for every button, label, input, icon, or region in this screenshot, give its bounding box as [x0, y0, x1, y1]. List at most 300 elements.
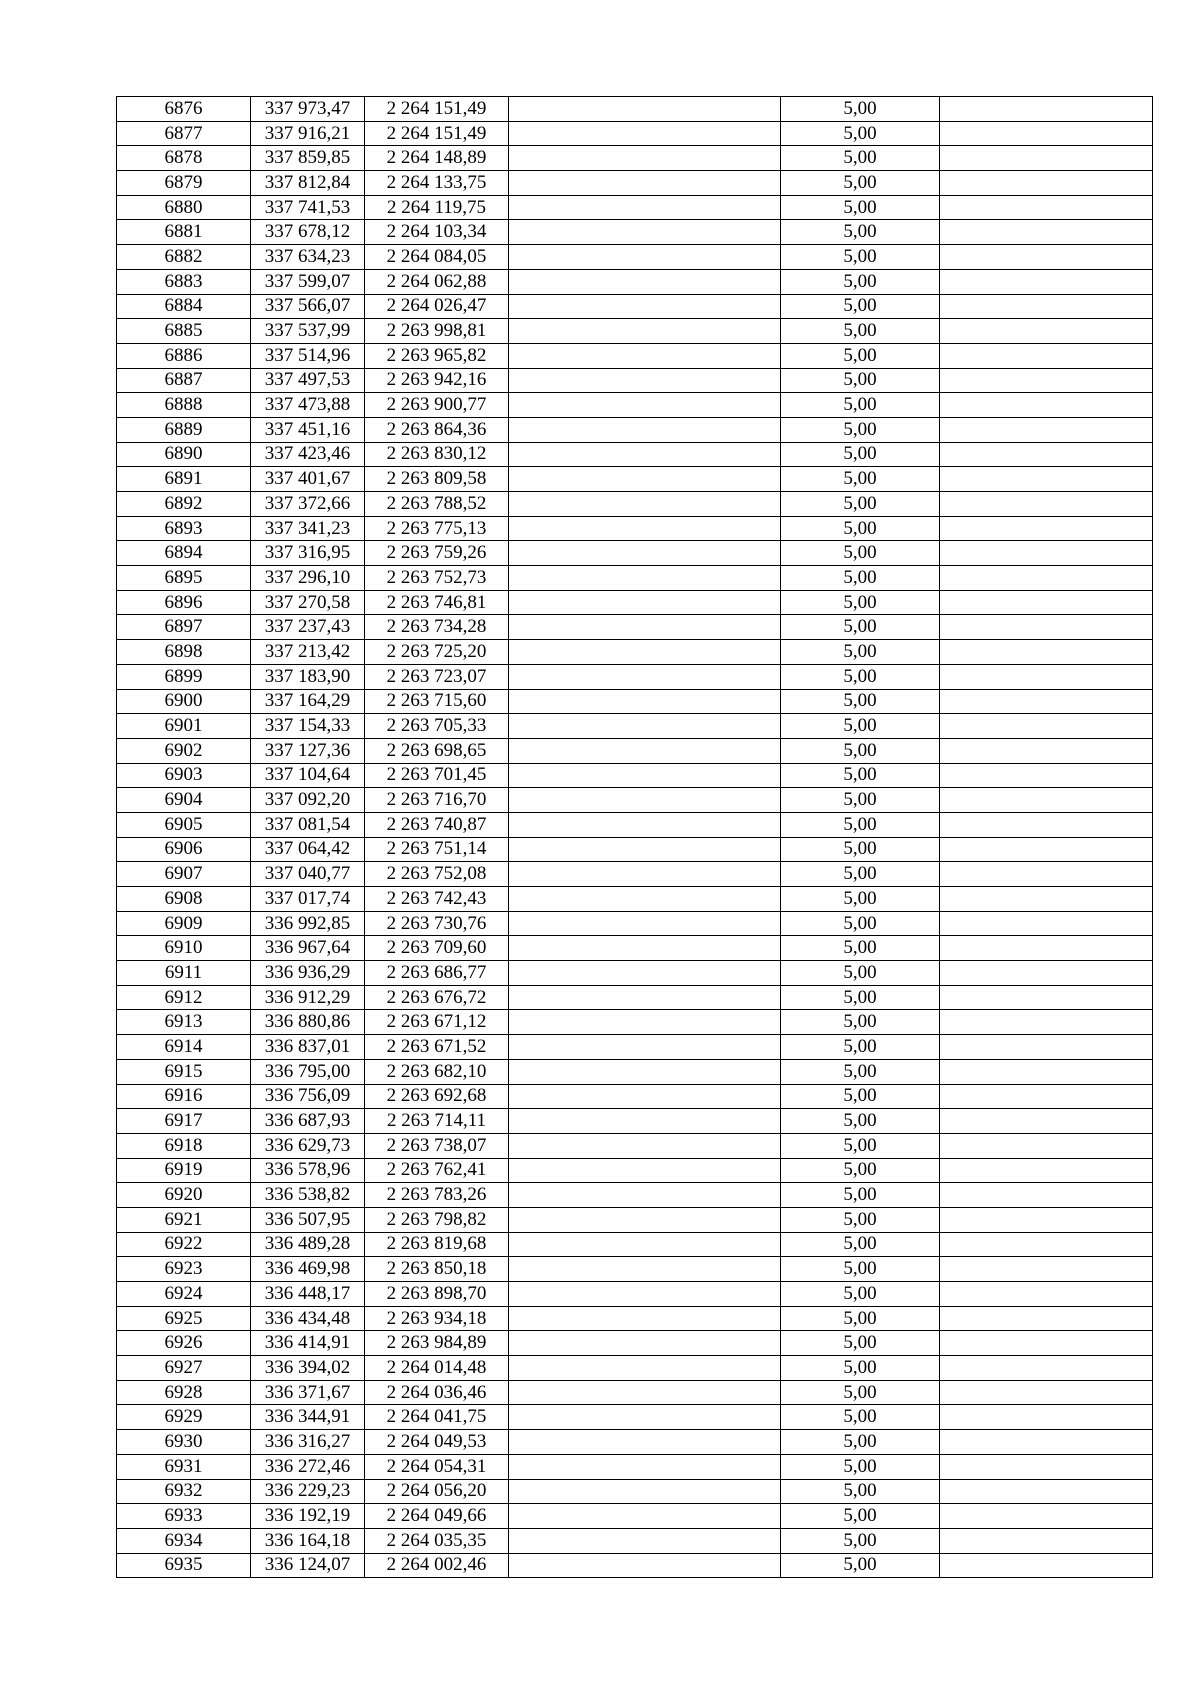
cell-description	[509, 961, 781, 986]
cell-accuracy: 5,00	[781, 911, 940, 936]
cell-description	[509, 1010, 781, 1035]
cell-description	[509, 862, 781, 887]
cell-note	[940, 1282, 1153, 1307]
cell-accuracy: 5,00	[781, 1084, 940, 1109]
cell-accuracy: 5,00	[781, 936, 940, 961]
cell-y-coordinate: 2 263 752,73	[365, 566, 509, 591]
cell-y-coordinate: 2 264 049,53	[365, 1430, 509, 1455]
cell-point-number: 6899	[117, 664, 251, 689]
table-row	[117, 97, 1153, 122]
cell-point-number: 6894	[117, 541, 251, 566]
cell-point-number: 6877	[117, 121, 251, 146]
cell-point-number: 6911	[117, 961, 251, 986]
cell-description	[509, 1133, 781, 1158]
cell-point-number: 6909	[117, 911, 251, 936]
cell-accuracy: 5,00	[781, 1430, 940, 1455]
cell-y-coordinate: 2 263 788,52	[365, 492, 509, 517]
cell-description	[509, 1504, 781, 1529]
table-row	[117, 911, 1153, 936]
cell-point-number: 6907	[117, 862, 251, 887]
cell-x-coordinate: 337 154,33	[251, 714, 365, 739]
cell-accuracy: 5,00	[781, 294, 940, 319]
cell-point-number: 6903	[117, 763, 251, 788]
cell-y-coordinate: 2 264 002,46	[365, 1553, 509, 1578]
table-row	[117, 1553, 1153, 1578]
cell-accuracy: 5,00	[781, 1331, 940, 1356]
cell-y-coordinate: 2 263 714,11	[365, 1109, 509, 1134]
cell-point-number: 6905	[117, 812, 251, 837]
cell-point-number: 6934	[117, 1528, 251, 1553]
cell-note	[940, 985, 1153, 1010]
cell-y-coordinate: 2 263 715,60	[365, 689, 509, 714]
cell-point-number: 6924	[117, 1282, 251, 1307]
cell-y-coordinate: 2 263 762,41	[365, 1158, 509, 1183]
table-row	[117, 590, 1153, 615]
cell-note	[940, 541, 1153, 566]
cell-x-coordinate: 336 434,48	[251, 1306, 365, 1331]
cell-note	[940, 1405, 1153, 1430]
cell-point-number: 6896	[117, 590, 251, 615]
table-row	[117, 343, 1153, 368]
cell-description	[509, 1479, 781, 1504]
cell-point-number: 6906	[117, 837, 251, 862]
table-row	[117, 245, 1153, 270]
cell-description	[509, 788, 781, 813]
cell-x-coordinate: 336 469,98	[251, 1257, 365, 1282]
cell-x-coordinate: 337 237,43	[251, 615, 365, 640]
table-row	[117, 1356, 1153, 1381]
cell-x-coordinate: 336 414,91	[251, 1331, 365, 1356]
cell-point-number: 6931	[117, 1454, 251, 1479]
cell-accuracy: 5,00	[781, 368, 940, 393]
cell-x-coordinate: 337 296,10	[251, 566, 365, 591]
cell-y-coordinate: 2 263 965,82	[365, 343, 509, 368]
cell-y-coordinate: 2 263 942,16	[365, 368, 509, 393]
table-row	[117, 492, 1153, 517]
cell-x-coordinate: 336 795,00	[251, 1059, 365, 1084]
table-row	[117, 763, 1153, 788]
cell-description	[509, 1528, 781, 1553]
cell-x-coordinate: 336 316,27	[251, 1430, 365, 1455]
table-row	[117, 788, 1153, 813]
cell-x-coordinate: 337 473,88	[251, 393, 365, 418]
cell-y-coordinate: 2 264 036,46	[365, 1380, 509, 1405]
cell-x-coordinate: 337 164,29	[251, 689, 365, 714]
cell-y-coordinate: 2 263 900,77	[365, 393, 509, 418]
cell-y-coordinate: 2 263 809,58	[365, 467, 509, 492]
cell-note	[940, 97, 1153, 122]
cell-accuracy: 5,00	[781, 1010, 940, 1035]
cell-description	[509, 121, 781, 146]
cell-accuracy: 5,00	[781, 961, 940, 986]
cell-y-coordinate: 2 263 709,60	[365, 936, 509, 961]
cell-point-number: 6883	[117, 269, 251, 294]
cell-point-number: 6879	[117, 171, 251, 196]
cell-description	[509, 738, 781, 763]
cell-x-coordinate: 336 756,09	[251, 1084, 365, 1109]
cell-accuracy: 5,00	[781, 1504, 940, 1529]
cell-y-coordinate: 2 264 119,75	[365, 195, 509, 220]
cell-description	[509, 417, 781, 442]
cell-accuracy: 5,00	[781, 1183, 940, 1208]
cell-point-number: 6897	[117, 615, 251, 640]
cell-point-number: 6901	[117, 714, 251, 739]
cell-accuracy: 5,00	[781, 319, 940, 344]
cell-y-coordinate: 2 264 151,49	[365, 121, 509, 146]
cell-description	[509, 1232, 781, 1257]
table-row	[117, 1059, 1153, 1084]
cell-accuracy: 5,00	[781, 1380, 940, 1405]
table-row	[117, 1454, 1153, 1479]
cell-accuracy: 5,00	[781, 1035, 940, 1060]
cell-description	[509, 492, 781, 517]
table-row	[117, 541, 1153, 566]
cell-accuracy: 5,00	[781, 738, 940, 763]
cell-x-coordinate: 337 451,16	[251, 417, 365, 442]
cell-x-coordinate: 337 537,99	[251, 319, 365, 344]
cell-accuracy: 5,00	[781, 1059, 940, 1084]
cell-point-number: 6884	[117, 294, 251, 319]
cell-description	[509, 590, 781, 615]
cell-point-number: 6878	[117, 146, 251, 171]
cell-description	[509, 566, 781, 591]
cell-point-number: 6933	[117, 1504, 251, 1529]
table-row	[117, 195, 1153, 220]
cell-point-number: 6913	[117, 1010, 251, 1035]
cell-note	[940, 319, 1153, 344]
cell-y-coordinate: 2 264 084,05	[365, 245, 509, 270]
cell-description	[509, 467, 781, 492]
cell-description	[509, 195, 781, 220]
cell-description	[509, 1282, 781, 1307]
cell-description	[509, 911, 781, 936]
cell-description	[509, 319, 781, 344]
cell-y-coordinate: 2 263 701,45	[365, 763, 509, 788]
cell-y-coordinate: 2 263 738,07	[365, 1133, 509, 1158]
cell-x-coordinate: 337 812,84	[251, 171, 365, 196]
cell-x-coordinate: 337 092,20	[251, 788, 365, 813]
cell-note	[940, 1430, 1153, 1455]
cell-note	[940, 664, 1153, 689]
cell-note	[940, 467, 1153, 492]
cell-note	[940, 1257, 1153, 1282]
cell-y-coordinate: 2 263 692,68	[365, 1084, 509, 1109]
table-row	[117, 689, 1153, 714]
table-row	[117, 1232, 1153, 1257]
cell-x-coordinate: 337 341,23	[251, 516, 365, 541]
cell-note	[940, 343, 1153, 368]
cell-y-coordinate: 2 263 698,65	[365, 738, 509, 763]
cell-accuracy: 5,00	[781, 788, 940, 813]
cell-y-coordinate: 2 263 775,13	[365, 516, 509, 541]
table-row	[117, 1306, 1153, 1331]
cell-description	[509, 516, 781, 541]
cell-point-number: 6930	[117, 1430, 251, 1455]
cell-description	[509, 393, 781, 418]
cell-description	[509, 1059, 781, 1084]
cell-note	[940, 1084, 1153, 1109]
cell-y-coordinate: 2 263 898,70	[365, 1282, 509, 1307]
table-row	[117, 714, 1153, 739]
cell-note	[940, 146, 1153, 171]
cell-description	[509, 615, 781, 640]
table-row	[117, 1133, 1153, 1158]
cell-x-coordinate: 337 566,07	[251, 294, 365, 319]
cell-description	[509, 220, 781, 245]
cell-x-coordinate: 337 270,58	[251, 590, 365, 615]
cell-y-coordinate: 2 264 103,34	[365, 220, 509, 245]
table-row	[117, 319, 1153, 344]
cell-note	[940, 1504, 1153, 1529]
cell-x-coordinate: 337 973,47	[251, 97, 365, 122]
cell-y-coordinate: 2 263 850,18	[365, 1257, 509, 1282]
cell-accuracy: 5,00	[781, 343, 940, 368]
cell-point-number: 6908	[117, 887, 251, 912]
cell-accuracy: 5,00	[781, 689, 940, 714]
table-row	[117, 862, 1153, 887]
cell-accuracy: 5,00	[781, 1282, 940, 1307]
cell-x-coordinate: 337 064,42	[251, 837, 365, 862]
cell-point-number: 6915	[117, 1059, 251, 1084]
cell-accuracy: 5,00	[781, 837, 940, 862]
table-row	[117, 220, 1153, 245]
cell-note	[940, 1158, 1153, 1183]
cell-description	[509, 985, 781, 1010]
cell-y-coordinate: 2 264 151,49	[365, 97, 509, 122]
cell-point-number: 6921	[117, 1207, 251, 1232]
table-row	[117, 1010, 1153, 1035]
cell-accuracy: 5,00	[781, 887, 940, 912]
table-row	[117, 1380, 1153, 1405]
cell-point-number: 6920	[117, 1183, 251, 1208]
cell-y-coordinate: 2 264 054,31	[365, 1454, 509, 1479]
cell-x-coordinate: 337 017,74	[251, 887, 365, 912]
cell-accuracy: 5,00	[781, 1133, 940, 1158]
table-row	[117, 664, 1153, 689]
cell-note	[940, 1306, 1153, 1331]
table-row	[117, 417, 1153, 442]
cell-accuracy: 5,00	[781, 1306, 940, 1331]
cell-note	[940, 640, 1153, 665]
cell-point-number: 6880	[117, 195, 251, 220]
cell-accuracy: 5,00	[781, 1232, 940, 1257]
cell-point-number: 6900	[117, 689, 251, 714]
cell-x-coordinate: 336 192,19	[251, 1504, 365, 1529]
cell-note	[940, 1010, 1153, 1035]
cell-description	[509, 245, 781, 270]
cell-note	[940, 1356, 1153, 1381]
cell-note	[940, 220, 1153, 245]
table-row	[117, 640, 1153, 665]
cell-accuracy: 5,00	[781, 1207, 940, 1232]
cell-x-coordinate: 337 514,96	[251, 343, 365, 368]
cell-description	[509, 1084, 781, 1109]
cell-x-coordinate: 336 272,46	[251, 1454, 365, 1479]
cell-note	[940, 615, 1153, 640]
cell-x-coordinate: 337 081,54	[251, 812, 365, 837]
cell-description	[509, 343, 781, 368]
cell-y-coordinate: 2 264 049,66	[365, 1504, 509, 1529]
cell-point-number: 6892	[117, 492, 251, 517]
cell-y-coordinate: 2 263 746,81	[365, 590, 509, 615]
cell-accuracy: 5,00	[781, 862, 940, 887]
cell-accuracy: 5,00	[781, 541, 940, 566]
table-row	[117, 1331, 1153, 1356]
cell-x-coordinate: 337 213,42	[251, 640, 365, 665]
cell-y-coordinate: 2 263 682,10	[365, 1059, 509, 1084]
cell-point-number: 6890	[117, 442, 251, 467]
cell-y-coordinate: 2 263 676,72	[365, 985, 509, 1010]
cell-x-coordinate: 336 124,07	[251, 1553, 365, 1578]
table-row	[117, 516, 1153, 541]
cell-note	[940, 1059, 1153, 1084]
cell-point-number: 6917	[117, 1109, 251, 1134]
cell-x-coordinate: 337 183,90	[251, 664, 365, 689]
cell-description	[509, 1380, 781, 1405]
cell-description	[509, 1035, 781, 1060]
table-row	[117, 812, 1153, 837]
cell-description	[509, 1109, 781, 1134]
cell-accuracy: 5,00	[781, 492, 940, 517]
cell-x-coordinate: 336 229,23	[251, 1479, 365, 1504]
cell-point-number: 6881	[117, 220, 251, 245]
table-row	[117, 393, 1153, 418]
cell-accuracy: 5,00	[781, 1553, 940, 1578]
cell-x-coordinate: 337 104,64	[251, 763, 365, 788]
table-row	[117, 368, 1153, 393]
cell-accuracy: 5,00	[781, 664, 940, 689]
cell-point-number: 6925	[117, 1306, 251, 1331]
cell-note	[940, 1331, 1153, 1356]
cell-description	[509, 887, 781, 912]
cell-note	[940, 1553, 1153, 1578]
cell-accuracy: 5,00	[781, 812, 940, 837]
cell-note	[940, 911, 1153, 936]
cell-note	[940, 1528, 1153, 1553]
cell-description	[509, 1257, 781, 1282]
cell-note	[940, 689, 1153, 714]
cell-accuracy: 5,00	[781, 417, 940, 442]
cell-x-coordinate: 337 678,12	[251, 220, 365, 245]
cell-note	[940, 171, 1153, 196]
cell-note	[940, 417, 1153, 442]
cell-accuracy: 5,00	[781, 220, 940, 245]
table-row	[117, 121, 1153, 146]
table-row	[117, 1257, 1153, 1282]
cell-y-coordinate: 2 264 026,47	[365, 294, 509, 319]
cell-note	[940, 1454, 1153, 1479]
cell-point-number: 6885	[117, 319, 251, 344]
cell-accuracy: 5,00	[781, 763, 940, 788]
cell-y-coordinate: 2 264 133,75	[365, 171, 509, 196]
cell-y-coordinate: 2 263 686,77	[365, 961, 509, 986]
cell-note	[940, 812, 1153, 837]
cell-accuracy: 5,00	[781, 714, 940, 739]
cell-description	[509, 1207, 781, 1232]
cell-x-coordinate: 336 687,93	[251, 1109, 365, 1134]
cell-x-coordinate: 337 423,46	[251, 442, 365, 467]
cell-note	[940, 590, 1153, 615]
cell-y-coordinate: 2 264 062,88	[365, 269, 509, 294]
cell-point-number: 6923	[117, 1257, 251, 1282]
table-row	[117, 837, 1153, 862]
cell-accuracy: 5,00	[781, 1109, 940, 1134]
cell-description	[509, 936, 781, 961]
table-row	[117, 985, 1153, 1010]
cell-y-coordinate: 2 263 934,18	[365, 1306, 509, 1331]
cell-point-number: 6888	[117, 393, 251, 418]
cell-x-coordinate: 336 448,17	[251, 1282, 365, 1307]
cell-point-number: 6910	[117, 936, 251, 961]
cell-description	[509, 1356, 781, 1381]
cell-description	[509, 714, 781, 739]
cell-accuracy: 5,00	[781, 1158, 940, 1183]
cell-description	[509, 1158, 781, 1183]
cell-point-number: 6918	[117, 1133, 251, 1158]
cell-note	[940, 516, 1153, 541]
cell-note	[940, 442, 1153, 467]
cell-description	[509, 1454, 781, 1479]
cell-note	[940, 245, 1153, 270]
cell-note	[940, 1035, 1153, 1060]
cell-note	[940, 492, 1153, 517]
cell-point-number: 6904	[117, 788, 251, 813]
table-row	[117, 1183, 1153, 1208]
cell-point-number: 6928	[117, 1380, 251, 1405]
cell-y-coordinate: 2 263 830,12	[365, 442, 509, 467]
table-row	[117, 1158, 1153, 1183]
cell-x-coordinate: 337 497,53	[251, 368, 365, 393]
cell-note	[940, 961, 1153, 986]
cell-accuracy: 5,00	[781, 467, 940, 492]
cell-note	[940, 1133, 1153, 1158]
cell-description	[509, 269, 781, 294]
cell-note	[940, 837, 1153, 862]
table-row	[117, 442, 1153, 467]
cell-y-coordinate: 2 263 984,89	[365, 1331, 509, 1356]
cell-point-number: 6916	[117, 1084, 251, 1109]
cell-accuracy: 5,00	[781, 269, 940, 294]
cell-description	[509, 541, 781, 566]
cell-note	[940, 1109, 1153, 1134]
coordinates-table-body	[117, 97, 1153, 1578]
cell-x-coordinate: 336 837,01	[251, 1035, 365, 1060]
cell-x-coordinate: 336 164,18	[251, 1528, 365, 1553]
cell-point-number: 6893	[117, 516, 251, 541]
cell-accuracy: 5,00	[781, 1257, 940, 1282]
cell-x-coordinate: 336 629,73	[251, 1133, 365, 1158]
cell-accuracy: 5,00	[781, 442, 940, 467]
cell-y-coordinate: 2 263 740,87	[365, 812, 509, 837]
cell-point-number: 6919	[117, 1158, 251, 1183]
cell-y-coordinate: 2 263 759,26	[365, 541, 509, 566]
cell-point-number: 6891	[117, 467, 251, 492]
cell-point-number: 6886	[117, 343, 251, 368]
cell-x-coordinate: 337 741,53	[251, 195, 365, 220]
cell-y-coordinate: 2 264 148,89	[365, 146, 509, 171]
cell-y-coordinate: 2 264 056,20	[365, 1479, 509, 1504]
cell-description	[509, 1331, 781, 1356]
cell-description	[509, 1306, 781, 1331]
cell-point-number: 6898	[117, 640, 251, 665]
cell-y-coordinate: 2 263 798,82	[365, 1207, 509, 1232]
cell-accuracy: 5,00	[781, 245, 940, 270]
cell-point-number: 6889	[117, 417, 251, 442]
cell-note	[940, 368, 1153, 393]
cell-accuracy: 5,00	[781, 146, 940, 171]
cell-point-number: 6922	[117, 1232, 251, 1257]
cell-note	[940, 121, 1153, 146]
